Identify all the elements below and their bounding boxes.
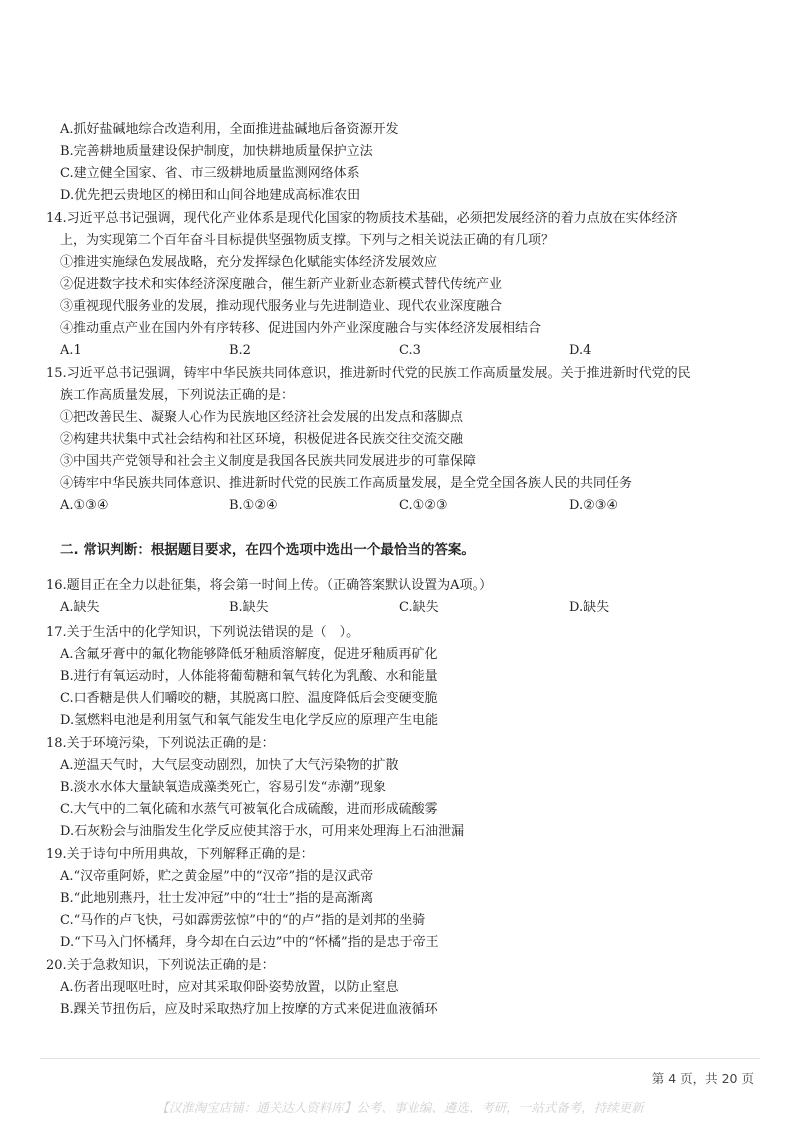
- q16-option-c: C.缺失: [399, 600, 439, 615]
- q14-option-d: D.4: [569, 343, 592, 358]
- q20-option-a: A.伤者出现呕吐时，应对其采取仰卧姿势放置，以防止窒息: [60, 980, 399, 995]
- q14-statement-1: ①推进实施绿色发展战略，充分发挥绿色化赋能实体经济发展效应: [60, 255, 438, 270]
- q17-option-b: B.进行有氧运动时，人体能将葡萄糖和氧气转化为乳酸、水和能量: [60, 669, 438, 684]
- q20-stem: 20.关于急救知识，下列说法正确的是：: [46, 958, 275, 973]
- q15-option-d: D.②③④: [569, 498, 619, 513]
- q15-statement-3: ③中国共产党领导和社会主义制度是我国各民族共同发展进步的可靠保障: [60, 454, 477, 469]
- q15-option-b: B.①②④: [229, 498, 278, 513]
- q19-stem: 19.关于诗句中所用典故，下列解释正确的是：: [46, 847, 314, 862]
- q19-option-d: D.“下马入门怀橘拜，身今却在白云边”中的“怀橘”指的是忠于帝王: [60, 935, 439, 950]
- q14-statement-2: ②促进数字技术和实体经济深度融合，催生新产业新业态新模式替代传统产业: [60, 277, 503, 292]
- q14-options: [0, 342, 800, 360]
- q14-statement-3: ③重视现代服务业的发展，推动现代服务业与先进制造业、现代农业深度融合: [60, 299, 503, 314]
- q17-option-c: C.口香糖是供人们嚼咬的糖，其脱离口腔、温度降低后会变硬变脆: [60, 691, 438, 706]
- q16-option-b: B.缺失: [229, 600, 269, 615]
- section-2-title: 二. 常识判断：根据题目要求，在四个选项中选出一个最恰当的答案。: [60, 542, 475, 558]
- q18-option-c: C.大气中的二氧化硫和水蒸气可被氧化合成硫酸，进而形成硫酸雾: [60, 802, 438, 817]
- q14-stem-line1: 14.习近平总书记强调，现代化产业体系是现代化国家的物质技术基础，必须把发展经济的着力点放在实体经济: [46, 211, 678, 226]
- q15-stem-line1: 15.习近平总书记强调，铸牢中华民族共同体意识，推进新时代党的民族工作高质量发展。关于推进新时代党的民: [46, 366, 691, 381]
- q14-option-c: C.3: [399, 343, 421, 358]
- q16-option-d: D.缺失: [569, 600, 610, 615]
- q13-option-d: D.优先把云贵地区的梯田和山间谷地建成高标准农田: [60, 188, 361, 203]
- q19-option-a: A.“汉帝重阿娇，贮之黄金屋”中的“汉帝”指的是汉武帝: [60, 869, 374, 884]
- q17-stem: 17.关于生活中的化学知识，下列说法错误的是（ ）。: [46, 625, 360, 640]
- q14-stem-line2: 上，为实现第二个百年奋斗目标提供坚强物质支撑。下列与之相关说法正确的有几项？: [60, 233, 555, 248]
- q16-option-a: A.缺失: [60, 600, 100, 615]
- q14-option-a: A.1: [60, 343, 82, 358]
- footer-divider: [40, 1058, 760, 1059]
- q15-statement-1: ①把改善民生、凝聚人心作为民族地区经济社会发展的出发点和落脚点: [60, 410, 464, 425]
- q13-option-a: A.抓好盐碱地综合改造利用，全面推进盐碱地后备资源开发: [60, 122, 399, 137]
- q15-statement-2: ②构建共状集中式社会结构和社区环境，积极促进各民族交往交流交融: [60, 432, 464, 447]
- q18-option-d: D.石灰粉会与油脂发生化学反应使其溶于水，可用来处理海上石油泄漏: [60, 824, 465, 839]
- q16-stem: 16.题目正在全力以赴征集，将会第一时间上传。（正确答案默认设置为A项。）: [46, 578, 493, 593]
- q15-option-a: A.①③④: [60, 498, 109, 513]
- q13-option-c: C.建立健全国家、省、市三级耕地质量监测网络体系: [60, 166, 360, 181]
- q14-option-b: B.2: [229, 343, 251, 358]
- q14-statement-4: ④推动重点产业在国内外有序转移、促进国内外产业深度融合与实体经济发展相结合: [60, 321, 542, 336]
- q19-option-b: B.“此地别燕丹，壮士发冲冠”中的“壮士”指的是高渐离: [60, 891, 374, 906]
- q18-stem: 18.关于环境污染，下列说法正确的是：: [46, 736, 275, 751]
- q16-options: [0, 599, 800, 617]
- page-number: 第 4 页，共 20 页: [651, 1071, 754, 1086]
- q17-option-a: A.含氟牙膏中的氟化物能够降低牙釉质溶解度，促进牙釉质再矿化: [60, 647, 438, 662]
- q15-options: [0, 497, 800, 515]
- q20-option-b: B.踝关节扭伤后，应及时采取热疗加上按摩的方式来促进血液循环: [60, 1002, 438, 1017]
- q19-option-c: C.“马作的卢飞快，弓如霹雳弦惊”中的“的卢”指的是刘邦的坐骑: [60, 913, 426, 928]
- footer-watermark: 【汉淮淘宝店铺：通关达人资料库】公考、事业编、遴选、考研，一站式备考，持续更新: [156, 1100, 644, 1115]
- q13-option-b: B.完善耕地质量建设保护制度，加快耕地质量保护立法: [60, 144, 373, 159]
- q18-option-b: B.淡水水体大量缺氧造成藻类死亡，容易引发“赤潮”现象: [60, 780, 386, 795]
- q15-stem-line2: 族工作高质量发展，下列说法正确的是：: [60, 388, 295, 403]
- q15-option-c: C.①②③: [399, 498, 448, 513]
- q17-option-d: D.氢燃料电池是利用氢气和氧气能发生电化学反应的原理产生电能: [60, 713, 439, 728]
- q18-option-a: A.逆温天气时，大气层变动剧烈，加快了大气污染物的扩散: [60, 758, 399, 773]
- q15-statement-4: ④铸牢中华民族共同体意识、推进新时代党的民族工作高质量发展，是全党全国各族人民的共同任务: [60, 476, 633, 491]
